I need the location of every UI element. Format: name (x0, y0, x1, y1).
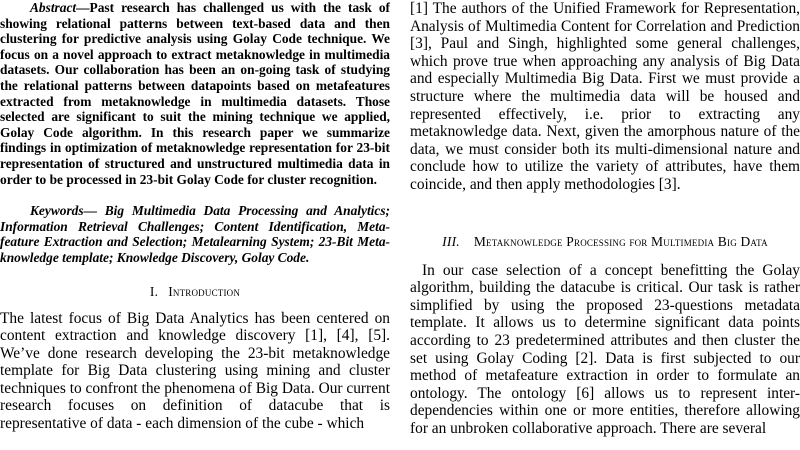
challenges-paragraph: [1] The authors of the Unified Framework for Representation, Analysis of Multimedia Content for Correlation and Prediction [3], Paul and Singh, highlighted some general challenges, which prove true when approaching any analysis of Big Data and especially Multimedia Big Data. First we must provide a structure where the multimedia data will be housed and represented effectively, i.e. prior to extracting any metaknowledge data. Next, given the amorphous nature of the data, we must consider both its multi-dimensional nature and conclude how to utilize the variety of attributes, have them coincide, and then apply methodologies [3]. (410, 0, 800, 193)
abstract-paragraph (0, 0, 390, 187)
abstract-text: —Past research has challenged us with the task of showing relational patterns between text-based data and then clustering for predictive analysis using Golay Code technique. We focus on a novel approach to extract metaknowledge in multimedia datasets. Our collaboration has been an on-going task of studying the relational patterns between datapoints based on metafeatures extracted from metaknowledge in multimedia datasets. Those selected are significant to suit the mining technique we applied, Golay Code algorithm. In this research paper we summarize findings in optimization of metaknowledge representation for 23-bit representation of structured and unstructured multimedia data in order to be processed in 23-bit Golay Code for cluster recognition. (0, 0, 390, 187)
keywords-label: Keywords (30, 203, 84, 219)
section-title: Metaknowledge Processing for Multimedia Big Data (473, 233, 768, 249)
section-heading-introduction (0, 284, 390, 300)
abstract-label: Abstract (30, 0, 77, 15)
section-number: I. (149, 283, 159, 299)
section-number: III. (442, 233, 460, 249)
keywords-paragraph (0, 203, 390, 265)
metaknowledge-paragraph: In our case selection of a concept benefitting the Golay algorithm, building the datacube is critical. Our task is rather simplified by using the proposed 23-questions metadata template. It allows us to determine significant data points according to 23 predetermined attributes and then cluster the set using Golay Coding [2]. Data is first subjected to our method of metafeature extraction in order to formulate an ontology. The ontology [6] allows us to represent inter-dependencies within one or more entities, therefore allowing for an unbroken collaborative approach. There are several (410, 261, 800, 437)
section-heading-metaknowledge (410, 234, 800, 250)
right-column (410, 0, 800, 437)
introduction-paragraph: The latest focus of Big Data Analytics has been centered on content extraction and knowledge discovery [1], [4], [5]. We’ve done research developing the 23-bit metaknowledge template for Big Data clustering using mining and cluster techniques to confront the phenomena of Big Data. Our current research focuses on definition of datacube that is representative of data - each dimension of the cube - which (0, 309, 390, 433)
left-column (0, 0, 390, 433)
keywords-text: — Big Multimedia Data Processing and Analytics; Information Retrieval Challenges; Content Identification, Meta-feature Extraction and Selection; Metalearning System; 23-Bit Meta-knowledge template; Knowledge Discovery, Golay Code. (0, 203, 390, 265)
section-title: Introduction (168, 283, 241, 299)
